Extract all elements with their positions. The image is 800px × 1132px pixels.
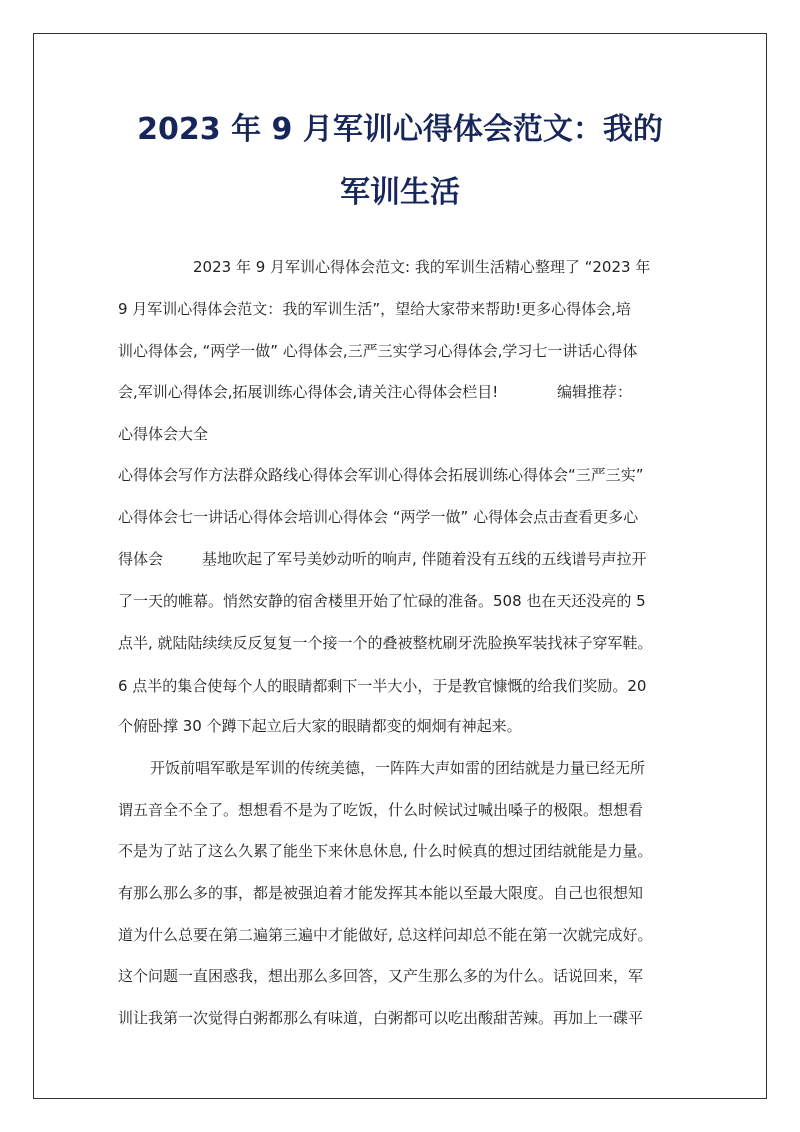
paragraph-line: 9 月军训心得体会范文：我的军训生活”，望给大家带来帮助!更多心得体会,培 <box>118 300 631 318</box>
paragraph-line: 2023 年 9 月军训心得体会范文: 我的军训生活精心整理了 “2023 年 <box>193 258 651 276</box>
paragraph-line: 会,军训心得体会,拓展训练心得体会,请关注心得体会栏目! <box>118 383 499 401</box>
document-title-line-2: 军训生活 <box>340 175 460 210</box>
paragraph-line: 有那么那么多的事，都是被强迫着才能发挥其本能以至最大限度。自己也很想知 <box>118 884 644 902</box>
document-title-line-1: 2023 年 9 月军训心得体会范文：我的 <box>137 112 663 147</box>
paragraph-line: 6 点半的集合使每个人的眼睛都剩下一半大小，于是教官慷慨的给我们奖励。20 <box>118 677 647 695</box>
paragraph-line: 道为什么总要在第二遍第三遍中才能做好, 总这样问却总不能在第一次就完成好。 <box>118 926 653 944</box>
paragraph-line: 训让我第一次觉得白粥都那么有味道，白粥都可以吃出酸甜苦辣。再加上一碟平 <box>118 1009 644 1027</box>
paragraph-line: 了一天的帷幕。悄然安静的宿舍楼里开始了忙碌的准备。508 也在天还没亮的 5 <box>118 592 646 610</box>
paragraph-line: 开饭前唱军歌是军训的传统美德，一阵阵大声如雷的团结就是力量已经无所 <box>150 759 646 777</box>
paragraph-line: 心得体会七一讲话心得体会培训心得体会 “两学一做” 心得体会点击查看更多心 <box>118 508 639 526</box>
paragraph-line: 谓五音全不全了。想想看不是为了吃饭，什么时候试过喊出嗓子的极限。想想看 <box>118 801 644 819</box>
paragraph-line: 这个问题一直困惑我，想出那么多回答，又产生那么多的为什么。话说回来，军 <box>118 967 644 985</box>
paragraph-line: 得体会 <box>118 550 164 568</box>
paragraph-line: 点半, 就陆陆续续反反复复一个接一个的叠被整枕刷牙洗脸换军装找袜子穿军鞋。 <box>118 634 653 652</box>
paragraph-line: 个俯卧撑 30 个蹲下起立后大家的眼睛都变的炯炯有神起来。 <box>118 717 522 735</box>
paragraph-line: 训心得体会, “两学一做” 心得体会,三严三实学习心得体会,学习七一讲话心得体 <box>118 342 638 360</box>
paragraph-line: 不是为了站了这么久累了能坐下来休息休息, 什么时候真的想过团结就能是力量。 <box>118 842 653 860</box>
paragraph-line: 基地吹起了军号美妙动听的响声, 伴随着没有五线的五线谱号声拉开 <box>202 550 647 568</box>
paragraph-line: 心得体会大全 <box>118 425 209 443</box>
paragraph-line: 心得体会写作方法群众路线心得体会军训心得体会拓展训练心得体会“三严三实” <box>118 466 644 484</box>
editor-recommend-label: 编辑推荐： <box>557 383 633 401</box>
